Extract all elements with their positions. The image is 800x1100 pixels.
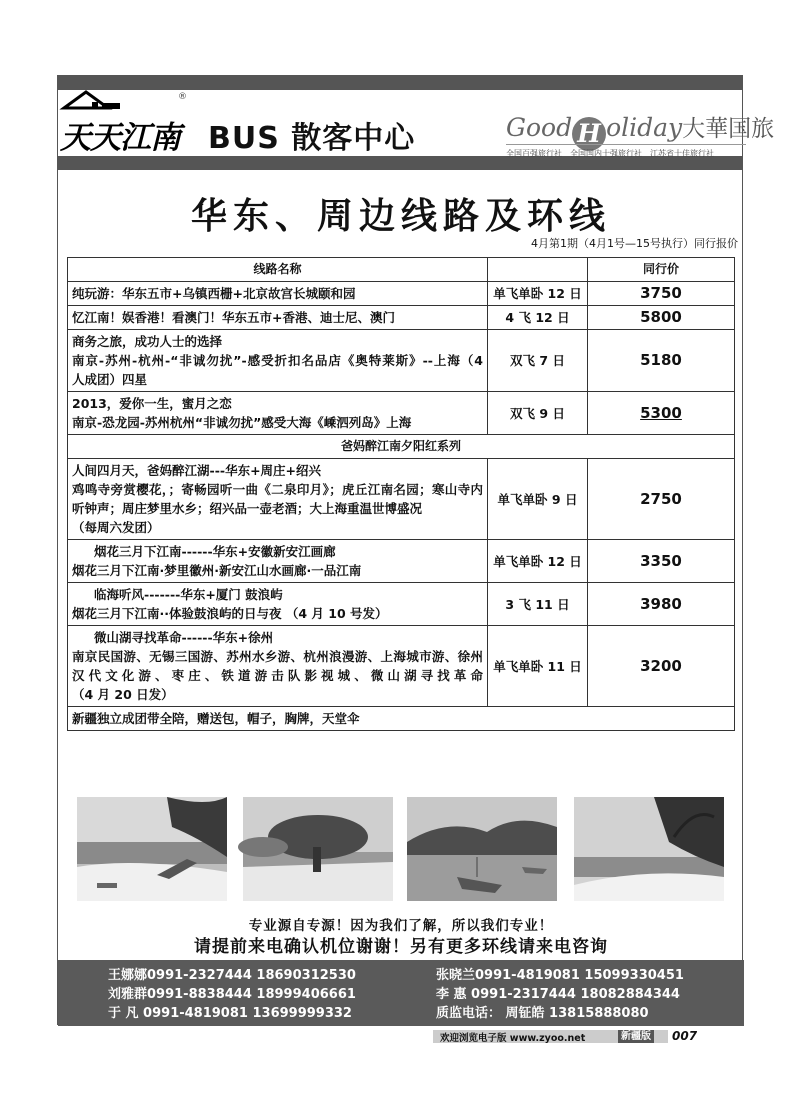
table-row [68, 540, 735, 583]
route-line: 鸡鸣寺旁赏樱花，；寄畅园听一曲《二泉印月》；虎丘江南名园；寒山寺内 [72, 482, 483, 497]
bay-boat-photo [407, 797, 557, 901]
table-row [68, 392, 735, 435]
price-cell: 5180 [588, 330, 735, 392]
slogan-line-1: 专业源自专源！因为我们了解，所以我们专业！ [248, 918, 554, 934]
group-note: 新疆独立成团带全陪，赠送包，帽子，胸牌，天堂伞 [68, 707, 735, 731]
page-title: 华东、周边线路及环线 [190, 195, 611, 237]
price-cell: 3750 [588, 282, 735, 306]
price-cell: 5300 [588, 392, 735, 435]
price-cell: 2750 [588, 459, 735, 540]
route-name-cell [68, 306, 488, 330]
transport-cell: 单飞单卧 12 日 [488, 540, 588, 583]
price-cell: 3350 [588, 540, 735, 583]
contact-5: 李 惠 0991-2317444 18082884344 [436, 987, 680, 1002]
route-name-cell [68, 540, 488, 583]
transport-cell: 3 飞 11 日 [488, 583, 588, 626]
col-price: 同行价 [588, 258, 735, 282]
photo-strip [77, 797, 727, 902]
contact-2: 刘雅群0991-8838444 18999406661 [108, 987, 356, 1002]
note-row [68, 707, 735, 731]
contact-1: 王娜娜0991-2327444 18690312530 [108, 968, 356, 983]
table-row [68, 583, 735, 626]
header-rule [506, 144, 746, 145]
logo-text: 天天江南 [60, 120, 180, 156]
col-route-name: 线路名称 [68, 258, 488, 282]
route-line: 汉代文化游、枣庄、铁道游击队影视城、微山湖寻找革命 [72, 668, 483, 683]
partner-logo-holiday: oliday [606, 113, 683, 142]
route-line: 人成团）四星 [72, 372, 148, 387]
island-tree-photo [243, 797, 393, 901]
route-line: 烟花三月下江南------华东+安徽新安江画廊 [94, 544, 336, 559]
holiday-h-icon: H [572, 117, 606, 151]
route-line: 南京-苏州-杭州-“非诚勿扰”-感受折扣名品店《奥特莱斯》--上海（4 [72, 353, 483, 368]
price-cell: 3200 [588, 626, 735, 707]
transport-cell: 单飞单卧 11 日 [488, 626, 588, 707]
palm-beach-photo [574, 797, 724, 901]
partner-logo-cn: 大華国旅 [682, 116, 775, 142]
table-row [68, 459, 735, 540]
route-name-cell [68, 583, 488, 626]
bus-title: BUS 散客中心 [208, 121, 416, 156]
transport-cell: 单飞单卧 12 日 [488, 282, 588, 306]
route-name-cell [68, 392, 488, 435]
contact-3: 于 凡 0991-4819081 13699999332 [108, 1006, 352, 1021]
section-title: 爸妈醉江南夕阳红系列 [68, 435, 735, 459]
table-header-row [68, 258, 735, 282]
table-row [68, 306, 735, 330]
contact-panel [58, 960, 744, 1026]
slogan-line-2: 请提前来电确认机位谢谢！另有更多环线请来电咨询 [194, 937, 608, 957]
table-row [68, 626, 735, 707]
contact-4: 张晓兰0991-4819081 15099330451 [436, 968, 684, 983]
route-line: 纯玩游：华东五市+乌镇西栅+北京故宫长城颐和园 [72, 286, 356, 301]
route-line: 人间四月天，爸妈醉江湖---华东+周庄+绍兴 [72, 463, 322, 478]
route-line: 微山湖寻找革命------华东+徐州 [94, 630, 274, 645]
routes-table [67, 257, 735, 731]
partner-awards: 全国百强旅行社 全国国内十强旅行社 江苏省十佳旅行社 [506, 149, 714, 158]
price-cell: 5800 [588, 306, 735, 330]
transport-cell: 双飞 7 日 [488, 330, 588, 392]
page-number: 007 [672, 1029, 698, 1043]
section-row [68, 435, 735, 459]
table-row [68, 282, 735, 306]
transport-cell: 单飞单卧 9 日 [488, 459, 588, 540]
partner-logo-good: Good [506, 113, 573, 142]
col-transport [488, 258, 588, 282]
route-line: 临海听风-------华东+厦门 鼓浪屿 [94, 587, 283, 602]
route-name-cell [68, 330, 488, 392]
route-name-cell [68, 459, 488, 540]
footer-url-text: 欢迎浏览电子版 www.zyoo.net [440, 1033, 586, 1044]
header [58, 90, 775, 158]
registered-mark: ® [178, 92, 187, 102]
flyer-page [57, 75, 775, 1025]
transport-cell: 4 飞 12 日 [488, 306, 588, 330]
route-line: 2013，爱你一生，蜜月之恋 [72, 396, 232, 411]
route-line: 南京民国游、无锡三国游、苏州水乡游、杭州浪漫游、上海城市游、徐州 [72, 649, 483, 664]
route-line: 烟花三月下江南··体验鼓浪屿的日与夜 （4 月 10 号发） [72, 606, 388, 621]
top-bar [58, 76, 742, 90]
price-cell: 3980 [588, 583, 735, 626]
route-line: 南京-恐龙园-苏州杭州“非诚勿扰”感受大海《嵊泗列岛》上海 [72, 415, 412, 430]
route-line: 烟花三月下江南·梦里徽州·新安江山水画廊·一品江南 [72, 563, 362, 578]
period-note: 4月第1期（4月1号—15号执行）同行报价 [531, 237, 738, 250]
quality-hotline: 质监电话： 周钲皓 13815888080 [436, 1006, 649, 1021]
edition-badge: 新疆版 [618, 1030, 654, 1043]
route-line: 商务之旅，成功人士的选择 [72, 334, 223, 349]
route-line: 忆江南！娱香港！看澳门！华东五市+香港、迪士尼、澳门 [72, 310, 395, 325]
route-line: （4 月 20 日发） [72, 687, 174, 702]
route-line: 听钟声；周庄梦里水乡；绍兴品一壶老酒；大上海重温世博盛况 [72, 501, 423, 516]
transport-cell: 双飞 9 日 [488, 392, 588, 435]
table-row [68, 330, 735, 392]
route-name-cell [68, 282, 488, 306]
route-line: （每周六发团） [72, 520, 160, 535]
beach-photo [77, 797, 227, 901]
route-name-cell [68, 626, 488, 707]
